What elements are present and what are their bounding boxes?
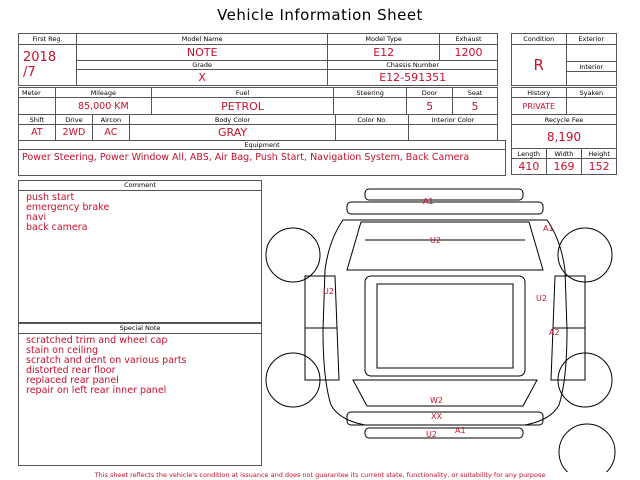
- roof-inner: [377, 284, 513, 368]
- fuel-label: Fuel: [151, 88, 334, 98]
- shift-color-table: [18, 114, 498, 141]
- grade-value: X: [76, 70, 327, 86]
- exterior-value: [566, 45, 617, 62]
- front-panel-outline: [347, 202, 543, 214]
- model-name-label: Model Name: [76, 34, 327, 45]
- dimensions-table: [511, 148, 617, 175]
- seat-label: Seat: [453, 88, 498, 98]
- condition-label: Condition: [512, 34, 567, 45]
- damage-mark: U2: [426, 430, 437, 439]
- damage-mark: U2: [323, 287, 334, 296]
- equipment-text: Power Steering, Power Window All, ABS, Air Bag, Push Start, Navigation System, Back Camera: [22, 152, 470, 163]
- disclaimer-footer: This sheet reflects the vehicle's condition at issuance and does not guarantee its current state, functionality, or suitability for any purpose: [94, 471, 546, 479]
- meter-label: Meter: [19, 88, 56, 98]
- door-value: 5: [407, 98, 453, 115]
- windshield-outline: [347, 222, 543, 270]
- comment-box: [18, 180, 262, 323]
- special-note-line: replaced rear panel: [26, 375, 119, 386]
- special-note-label: Special Note: [19, 324, 261, 334]
- roof-outline: [365, 276, 525, 376]
- grade-label: Grade: [76, 61, 327, 70]
- history-value: PRIVATE: [512, 98, 567, 115]
- comment-line: push start: [26, 192, 75, 203]
- chassis-value: E12-591351: [328, 70, 498, 86]
- model-name-value: NOTE: [76, 45, 327, 61]
- condition-value: R: [512, 45, 567, 86]
- comment-label: Comment: [19, 181, 261, 191]
- exterior-label: Exterior: [566, 34, 617, 45]
- equipment-cell: [19, 150, 506, 176]
- first-reg-label: First Reg.: [19, 34, 77, 45]
- steering-value: [334, 98, 407, 115]
- damage-mark: A1: [455, 426, 466, 435]
- chassis-label: Chassis Number: [328, 61, 498, 70]
- damage-mark: A1: [543, 224, 554, 233]
- car-damage-diagram: [265, 180, 625, 472]
- equipment-table: [18, 140, 506, 176]
- interior-value: [566, 72, 617, 86]
- wheel-front-right: [558, 228, 612, 282]
- front-bumper-outline: [365, 189, 523, 200]
- syaken-value: [566, 98, 616, 115]
- meter-value: [19, 98, 56, 115]
- recycle-fee-table: [511, 114, 617, 149]
- mileage-label: Mileage: [55, 88, 151, 98]
- rear-bumper-outline: [347, 412, 543, 425]
- history-label: History: [512, 88, 567, 98]
- spare-wheel: [559, 424, 615, 472]
- model-type-value: E12: [328, 45, 440, 61]
- width-label: Width: [546, 149, 582, 159]
- special-note-line: distorted rear floor: [26, 365, 116, 376]
- rear-window-outline: [353, 380, 537, 406]
- condition-table: [511, 33, 617, 86]
- interior-label: Interior: [566, 62, 617, 72]
- mileage-value: 85,000 KM: [55, 98, 151, 115]
- first-reg-month: /7: [23, 65, 36, 80]
- door-label: Door: [407, 88, 453, 98]
- length-value: 410: [512, 159, 547, 175]
- damage-mark: U2: [430, 236, 441, 245]
- aircon-value: AC: [92, 125, 129, 141]
- aircon-label: Aircon: [92, 115, 129, 125]
- height-label: Height: [582, 149, 617, 159]
- color-no-value: [336, 125, 409, 141]
- special-note-line: stain on ceiling: [26, 345, 99, 356]
- special-note-line: repair on left rear inner panel: [26, 385, 167, 396]
- drive-value: 2WD: [55, 125, 92, 141]
- wheel-front-left: [266, 228, 320, 282]
- seat-value: 5: [453, 98, 498, 115]
- body-color-value: GRAY: [129, 125, 335, 141]
- fuel-value: PETROL: [151, 98, 334, 115]
- shift-label: Shift: [19, 115, 56, 125]
- exhaust-value: 1200: [440, 45, 498, 61]
- comment-line: back camera: [26, 222, 88, 233]
- special-note-list: [19, 334, 261, 396]
- color-no-label: Color No.: [336, 115, 409, 125]
- length-label: Length: [512, 149, 547, 159]
- damage-mark: A1: [423, 197, 434, 206]
- interior-color-label: Interior Color: [409, 115, 498, 125]
- comment-list: [19, 191, 261, 233]
- car-body-outline: [323, 220, 567, 425]
- mileage-fuel-table: [18, 87, 498, 115]
- vehicle-info-table: [18, 33, 498, 86]
- special-note-line: scratched trim and wheel cap: [26, 335, 168, 346]
- first-reg-year: 2018: [23, 50, 57, 65]
- model-type-label: Model Type: [328, 34, 440, 45]
- special-note-line: scratch and dent on various parts: [26, 355, 187, 366]
- equipment-label: Equipment: [19, 141, 506, 150]
- recycle-fee-label: Recycle Fee: [512, 115, 617, 125]
- shift-value: AT: [19, 125, 56, 141]
- comment-line: emergency brake: [26, 202, 110, 213]
- damage-mark: XX: [431, 412, 442, 421]
- damage-mark: A2: [549, 328, 560, 337]
- exhaust-label: Exhaust: [440, 34, 498, 45]
- recycle-fee-value: 8,190: [512, 125, 617, 149]
- first-reg-value: [19, 45, 77, 86]
- special-note-box: [18, 323, 262, 466]
- body-color-label: Body Color: [129, 115, 335, 125]
- steering-label: Steering: [334, 88, 407, 98]
- comment-line: navi: [26, 212, 47, 223]
- rear-panel-outline: [365, 428, 523, 438]
- syaken-label: Syaken: [566, 88, 616, 98]
- height-value: 152: [582, 159, 617, 175]
- width-value: 169: [546, 159, 582, 175]
- interior-color-value: [409, 125, 498, 141]
- page-title: Vehicle Information Sheet: [217, 6, 423, 24]
- drive-label: Drive: [55, 115, 92, 125]
- damage-mark: W2: [430, 396, 443, 405]
- damage-mark: U2: [536, 294, 547, 303]
- history-table: [511, 87, 617, 115]
